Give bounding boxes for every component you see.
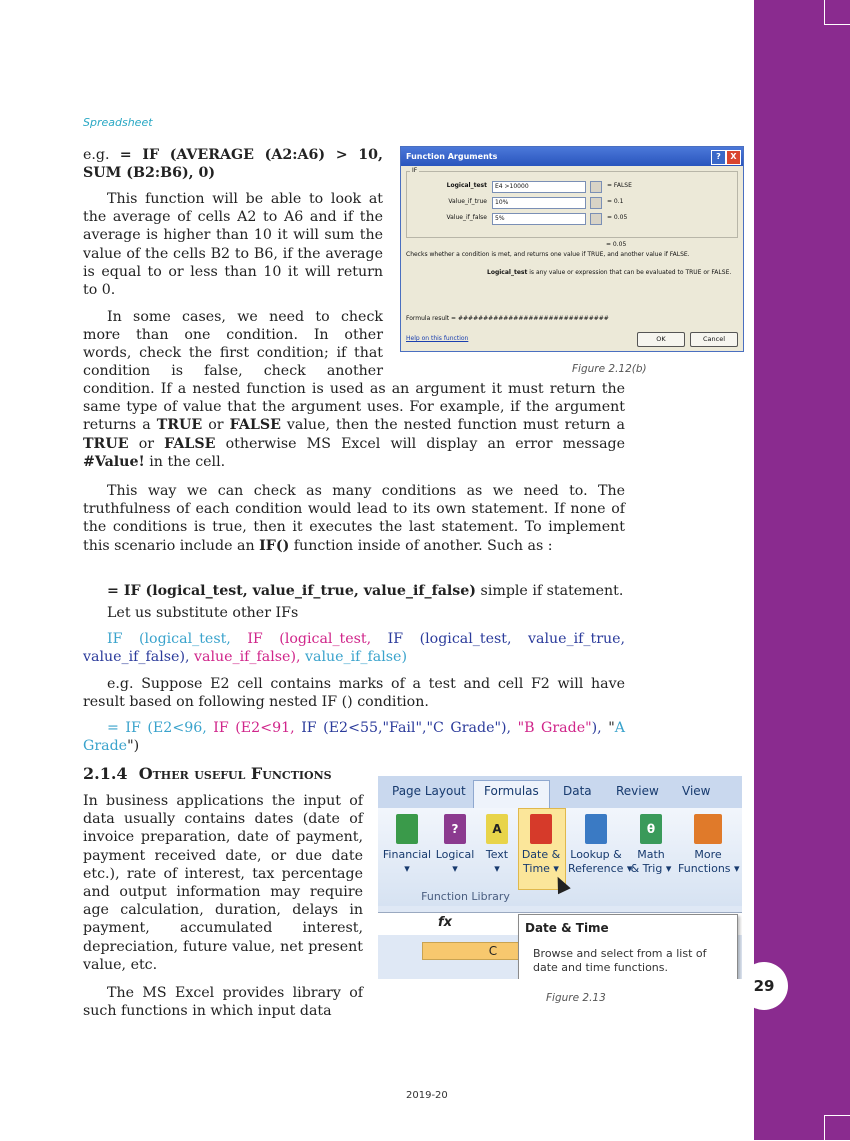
close-button[interactable]: X <box>726 150 741 165</box>
dialog-title: Function Arguments <box>401 147 743 166</box>
argument-description <box>487 269 731 276</box>
fn-label: Math <box>637 848 665 861</box>
lookup-book-icon <box>585 814 607 844</box>
business-paragraph: In business applications the input of data usually contains dates (date of invoice preparation, date of payment, payment received date, or due date etc.), rate of interest, tax percentage and output information may require age calculation, duration, delays in payment, accumulated interest, depreciation, future value, net present value, etc. <box>83 793 363 973</box>
section-number: 2.1.4 <box>83 764 128 783</box>
running-header: Spreadsheet <box>83 116 153 129</box>
fn-label: More <box>694 848 722 861</box>
function-library-title: Function Library <box>421 890 510 903</box>
nested-part: value_if_false) <box>305 649 407 666</box>
ribbon-tabs <box>378 776 742 808</box>
formula-part: IF (E2<55,"Fail","C Grade"), <box>301 720 518 736</box>
column-header-c[interactable]: C <box>422 942 564 960</box>
bold-run: IF() <box>259 537 290 554</box>
text-run: function inside of another. Such as : <box>289 537 553 554</box>
formula-result <box>406 315 609 322</box>
nested-part: IF (logical_test, value_if_true, value_if_false), <box>83 631 626 666</box>
nested-line-3: words, check the first condition; if that <box>83 345 383 361</box>
fn-label: Functions ▾ <box>678 862 740 875</box>
text-run: or <box>128 435 165 452</box>
arguments-group <box>406 167 738 238</box>
text-run: This way we can check as many conditions as we need to. The truthfulness of each condition would lead to its own statement. If none of the conditions is true, then it executes the last statement. To implement this scenario include an <box>83 483 625 554</box>
ok-button[interactable]: OK <box>637 332 685 347</box>
formula-part: A Grade <box>83 720 625 755</box>
fn-label: Logical <box>435 848 475 861</box>
tooltip-description: Browse and select from a list of date and time functions. <box>533 947 707 974</box>
page-number: 29 <box>740 962 788 1010</box>
nested-part: IF (logical_test, <box>107 631 248 647</box>
simple-if-formula: = IF (logical_test, value_if_true, value_if_false) <box>107 583 477 599</box>
simple-if-line <box>107 582 627 600</box>
fn-label: Date & <box>521 848 561 861</box>
argument-name: Logical_test <box>487 269 528 276</box>
text-run: or <box>202 417 230 434</box>
math-book-icon: θ <box>640 814 662 844</box>
financial-button[interactable] <box>382 814 432 876</box>
fn-label: Time ▾ <box>523 862 559 875</box>
help-link[interactable]: Help on this function <box>406 335 469 342</box>
fn-label: Reference ▾ <box>568 862 633 875</box>
tab-data[interactable]: Data <box>563 784 592 798</box>
nested-rest <box>83 380 625 471</box>
section-heading <box>83 764 332 783</box>
formula-part: ") <box>127 738 140 755</box>
example-e2-paragraph: e.g. Suppose E2 cell contains marks of a test and cell F2 will have result based on following nested IF () condition. <box>83 676 625 711</box>
formula-result-value: ############################## <box>458 315 609 322</box>
tab-view[interactable]: View <box>682 784 711 798</box>
formula-part: = IF (E2<96, <box>107 720 214 736</box>
substitute-line: Let us substitute other IFs <box>107 605 299 621</box>
figure-caption-2-12b: Figure 2.12(b) <box>572 363 647 375</box>
corner-mark-bottom <box>824 1115 850 1141</box>
arg-label: Value_if_true <box>448 198 487 205</box>
nested-line-2: more than one condition. In other <box>83 327 383 343</box>
excel-ribbon <box>378 776 742 979</box>
grade-formula <box>83 719 625 755</box>
arg-result: = 0.05 <box>607 214 628 221</box>
collapse-icon[interactable] <box>590 181 602 193</box>
corner-mark-top <box>824 0 850 25</box>
function-description: Checks whether a condition is met, and returns one value if TRUE, and another value if FALSE. <box>406 251 690 258</box>
nested-line-1: In some cases, we need to check <box>107 309 383 325</box>
tooltip-title: Date & Time <box>525 921 609 935</box>
section-title: Other useful Functions <box>138 764 332 783</box>
nested-if-formula <box>83 630 625 666</box>
tab-review[interactable]: Review <box>616 784 659 798</box>
math-trig-button[interactable] <box>626 814 676 876</box>
formula-part: ), <box>591 720 609 736</box>
fn-label: Lookup & <box>570 848 622 861</box>
formula-result-label: Formula result = <box>406 315 457 322</box>
arg-row-true <box>407 197 737 209</box>
date-time-button[interactable] <box>516 814 566 876</box>
bold-run: FALSE <box>229 417 281 434</box>
lookup-reference-button[interactable] <box>568 814 633 876</box>
logical-book-icon: ? <box>444 814 466 844</box>
text-button[interactable] <box>472 814 522 876</box>
fn-label: Text <box>485 848 509 861</box>
nested-line-4: condition is false, check another <box>83 363 383 379</box>
date-time-book-icon <box>530 814 552 844</box>
conditions-paragraph <box>83 482 625 555</box>
text-run: value, then the nested function must return a <box>280 417 626 434</box>
bold-run: TRUE <box>83 435 129 452</box>
fn-label: ▾ <box>452 862 458 875</box>
bold-run: FALSE <box>164 435 216 452</box>
financial-book-icon <box>396 814 418 844</box>
formula-part: IF (E2<91, <box>213 720 302 736</box>
text-run: in the cell. <box>144 453 226 470</box>
example-prefix: e.g. <box>83 147 120 163</box>
fn-label: & Trig ▾ <box>630 862 672 875</box>
example-formula: = IF (AVERAGE (A2:A6) > 10, SUM (B2:B6), 0) <box>83 147 383 182</box>
collapse-icon[interactable] <box>590 213 602 225</box>
tab-page-layout[interactable]: Page Layout <box>392 784 466 798</box>
more-books-icon <box>694 814 722 844</box>
bold-run: TRUE <box>156 417 203 434</box>
arg-label: Value_if_false <box>446 214 487 221</box>
group-label: IF <box>412 167 418 174</box>
nested-part: value_if_false), <box>194 649 305 666</box>
fn-label: ▾ <box>494 862 500 875</box>
average-paragraph: This function will be able to look at the average of cells A2 to A6 and if the average is higher than 10 it will sum the value of the cells B2 to B6, if the average is equal to or less than 10 it will return to 0. <box>83 191 383 299</box>
arg-input[interactable]: 5% <box>492 213 586 225</box>
text-run: condition. If a nested function is used as an argument it must return the same type of value that the argument uses. For example, if the argument returns a <box>83 381 625 434</box>
text-run: simple if statement. <box>476 583 624 599</box>
arg-label: Logical_test <box>446 182 487 189</box>
function-arguments-dialog <box>400 146 744 352</box>
formula-part: "B Grade" <box>517 720 592 736</box>
nested-part: IF (logical_test, <box>247 631 388 647</box>
result-total: = 0.05 <box>606 241 627 248</box>
date-time-tooltip <box>518 914 738 979</box>
more-functions-button[interactable] <box>678 814 738 876</box>
text-book-icon: A <box>486 814 508 844</box>
text-run: otherwise MS Excel will display an error message <box>215 435 625 452</box>
bold-run: #Value! <box>83 453 145 470</box>
arg-result: = 0.1 <box>607 198 624 205</box>
tab-formulas[interactable]: Formulas <box>473 780 550 812</box>
collapse-icon[interactable] <box>590 197 602 209</box>
arg-row-logical <box>407 181 737 193</box>
help-button[interactable]: ? <box>711 150 726 165</box>
figure-caption-2-13: Figure 2.13 <box>546 992 606 1004</box>
library-paragraph: The MS Excel provides library of such functions in which input data <box>83 985 363 1020</box>
arg-input[interactable]: E4 >10000 <box>492 181 586 193</box>
formula-part: " <box>608 720 615 736</box>
argument-desc: is any value or expression that can be evaluated to TRUE or FALSE. <box>527 269 732 276</box>
page-footer-year: 2019-20 <box>406 1090 448 1101</box>
arg-row-false <box>407 213 737 225</box>
cancel-button[interactable]: Cancel <box>690 332 738 347</box>
fn-label: ▾ <box>404 862 410 875</box>
arg-input[interactable]: 10% <box>492 197 586 209</box>
fx-icon[interactable]: fx <box>438 915 453 930</box>
example-paragraph <box>83 146 383 182</box>
arg-result: = FALSE <box>607 182 632 189</box>
fn-label: Financial <box>382 848 432 861</box>
